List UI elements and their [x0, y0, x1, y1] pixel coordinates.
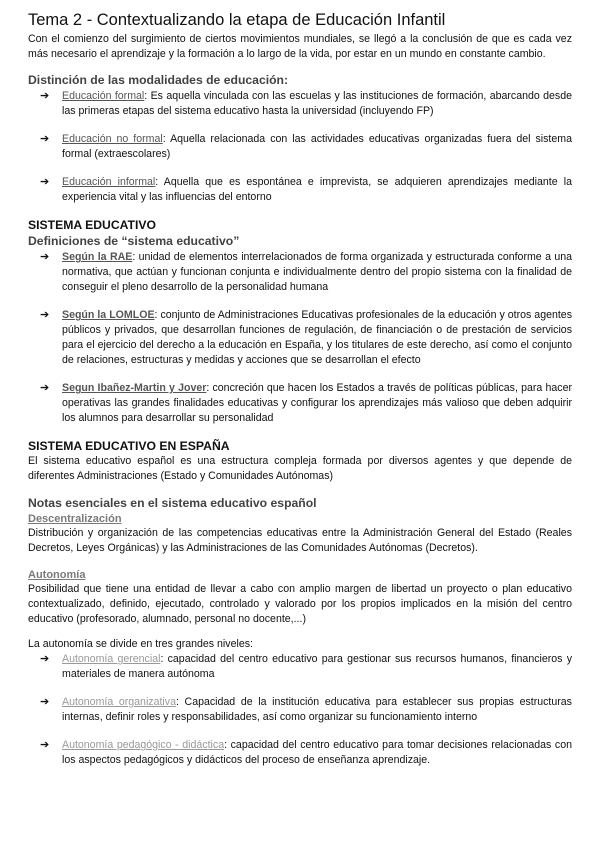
- modalidades-list: [28, 89, 572, 205]
- list-item: [40, 175, 573, 205]
- definition-text: : unidad de elementos interrelacionados de forma organizada y estructurada conforme a una normativa, que actúan y funcionan conjunta e individualmente dentro del propio sistema con la finalidad de conseguir el pleno desarrollo de la personalidad humana: [62, 251, 572, 293]
- sistema-heading: SISTEMA EDUCATIVO: [28, 218, 156, 232]
- arrow-right-icon: ➔: [40, 176, 50, 188]
- term-educacion-informal: Educación informal: [62, 176, 156, 188]
- term-autonomia-organizativa: Autonomía organizativa: [62, 696, 176, 708]
- definition-text: : Aquella relacionada con las actividades educativas organizadas fuera del sistema formal (extraescolares): [62, 133, 572, 160]
- list-item: [40, 652, 572, 682]
- definition-text: : Capacidad de la institución educativa para establecer sus propias estructuras internas, definir roles y responsabilidades, así como organizar su funcionamiento interno: [62, 696, 572, 723]
- definition-text: : Aquella que es espontánea e imprevista, se adquieren aprendizajes mediante la experiencia vital y las influencias del entorno: [62, 176, 573, 203]
- definition-text: : capacidad del centro educativo para gestionar sus recursos humanos, financieros y materiales de manera autónoma: [62, 653, 572, 680]
- term-autonomia-pedagogico-didactica: Autonomía pedagógico - didáctica: [62, 739, 225, 751]
- list-item: [40, 695, 572, 725]
- list-item: [40, 738, 572, 768]
- espana-heading: SISTEMA EDUCATIVO EN ESPAÑA: [28, 439, 230, 453]
- list-item: [40, 308, 573, 368]
- sistema-subheading: Definiciones de “sistema educativo”: [28, 234, 240, 248]
- term-rae: Según la RAE: [62, 251, 133, 263]
- term-autonomia-gerencial: Autonomía gerencial: [62, 653, 161, 665]
- definiciones-list: [28, 250, 572, 426]
- arrow-right-icon: ➔: [40, 309, 50, 321]
- list-item: [40, 381, 572, 426]
- arrow-right-icon: ➔: [40, 133, 50, 145]
- page-title: Tema 2 - Contextualizando la etapa de Educación Infantil: [28, 11, 446, 29]
- autonomia-label: Autonomía: [28, 569, 86, 581]
- term-lomloe: Según la LOMLOE: [62, 309, 155, 321]
- descentralizacion-label: Descentralización: [28, 513, 122, 525]
- list-item: [40, 250, 572, 295]
- arrow-right-icon: ➔: [40, 382, 50, 394]
- list-item: [40, 89, 572, 119]
- espana-paragraph: El sistema educativo español es una estructura compleja formada por diversos agentes y que depende de diferentes Administraciones (Estado y Comunidades Autónomas): [28, 455, 572, 482]
- definition-text: : Es aquella vinculada con las escuelas y las instituciones de formación, abarcando desde las primeras etapas del sistema educativo hasta la universidad (incluyendo FP): [62, 90, 572, 117]
- niveles-intro: La autonomía se divide en tres grandes niveles:: [28, 638, 253, 650]
- descentralizacion-paragraph: Distribución y organización de las competencias educativas entre la Administración General del Estado (Reales Decretos, Leyes Orgánicas) y las Administraciones de las Comunidades Autónomas (Decretos).: [28, 527, 572, 554]
- term-educacion-formal: Educación formal: [62, 90, 145, 102]
- autonomia-paragraph: Posibilidad que tiene una entidad de llevar a cabo con amplio margen de libertad un proyecto o plan educativo contextualizado, definido, ejecutado, controlado y valorado por los propios implicados en la misión del centro educativo (profesorado, alumnado, personal no docente,...): [28, 583, 572, 625]
- notas-heading: Notas esenciales en el sistema educativo español: [28, 496, 317, 510]
- definition-text: : concreción que hacen los Estados a través de políticas públicas, para hacer operativas las grandes finalidades educativas y configurar los aprendizajes más valioso que deben adquirir los alumnos para desarrollar su personalidad: [62, 382, 572, 424]
- arrow-right-icon: ➔: [40, 739, 50, 751]
- niveles-list: [28, 652, 572, 768]
- modalidades-heading: Distinción de las modalidades de educación:: [28, 73, 289, 87]
- arrow-right-icon: ➔: [40, 653, 50, 665]
- term-ibanez-martin-jover: Segun Ibañez-Martin y Jover: [62, 382, 207, 394]
- term-educacion-no-formal: Educación no formal: [62, 133, 163, 145]
- definition-text: : conjunto de Administraciones Educativas profesionales de la educación y otros agentes públicos y privados, que desarrollan funciones de regulación, de financiación o de prestación de servicios para el ejercicio del derecho a la educación en España, y los titulares de este derecho, así como el conjunto de relaciones, estructuras y medidas y acciones que se desarrollan el efecto: [62, 309, 573, 366]
- arrow-right-icon: ➔: [40, 251, 50, 263]
- list-item: [40, 132, 572, 162]
- arrow-right-icon: ➔: [40, 696, 50, 708]
- definition-text: : capacidad del centro educativo para tomar decisiones relacionadas con los aspectos pedagógicos y didácticos del proceso de enseñanza aprendizaje.: [62, 739, 572, 766]
- arrow-right-icon: ➔: [40, 90, 50, 102]
- intro-paragraph: Con el comienzo del surgimiento de ciertos movimientos mundiales, se llegó a la conclusión de que es cada vez más necesario el aprendizaje y la formación a lo largo de la vida, por estar en un mundo en constante cambio.: [28, 33, 572, 60]
